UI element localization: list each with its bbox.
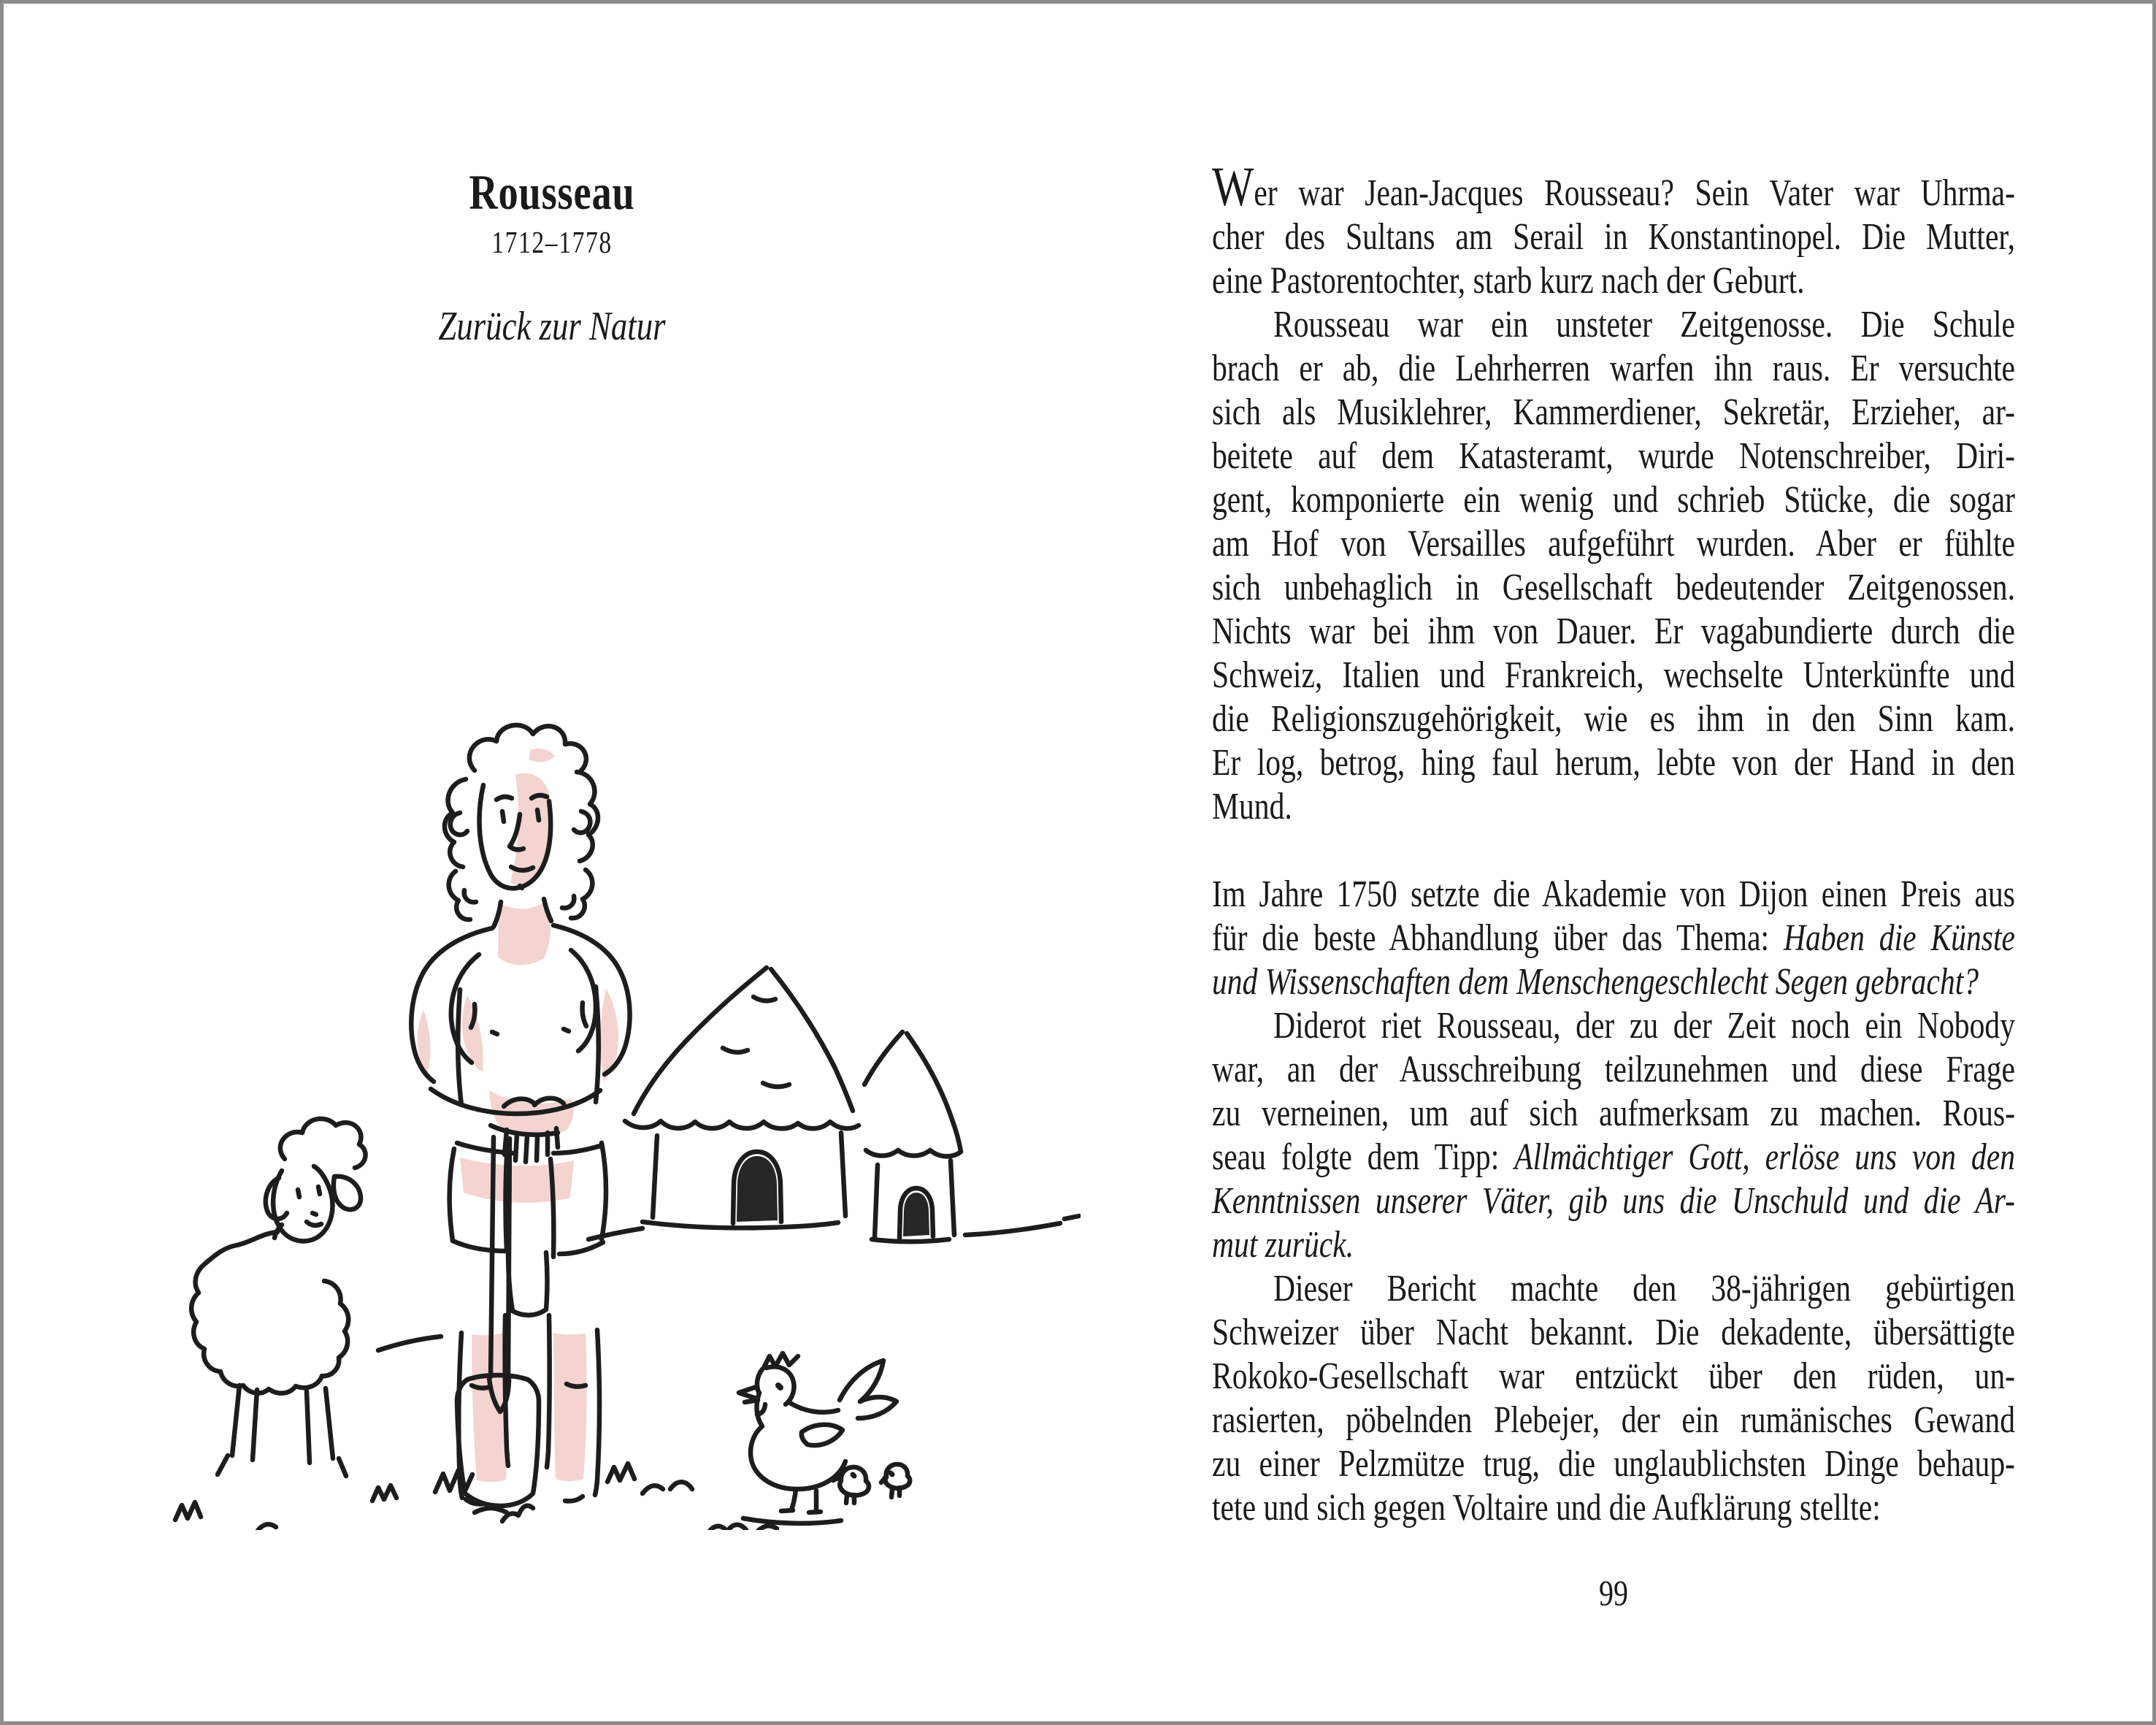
right-page — [1081, 4, 2152, 1721]
sheep-drawing — [191, 1119, 365, 1476]
text-line: gent, komponierte ein wenig und schrieb Stücke, die sogar — [1212, 479, 2015, 521]
text-line: tete und sich gegen Voltaire und die Aufklärung stellte: — [1212, 1487, 1881, 1529]
text-line: für die beste Abhandlung über das Thema: Haben die Künste — [1212, 917, 2015, 959]
text-line: zu verneinen, um auf sich aufmerksam zu machen. Rous- — [1212, 1093, 2015, 1134]
rousseau-illustration — [66, 683, 1081, 1530]
text-line: beitete auf dem Katasteramt, wurde Notenschreiber, Diri- — [1212, 435, 2015, 477]
page-number: 99 — [1599, 1572, 1628, 1613]
text-line: Rousseau war ein unsteter Zeitgenosse. Die Schule — [1273, 304, 2015, 345]
chapter-heading — [121, 166, 983, 350]
text-line: Wer war Jean-Jacques Rousseau? Sein Vater war Uhrma- — [1212, 156, 2015, 218]
text-line: sich als Musiklehrer, Kammerdiener, Sekretär, Erzieher, ar- — [1212, 391, 2015, 433]
text-line: seau folgte dem Tipp: Allmächtiger Gott, erlöse uns von den — [1212, 1136, 2015, 1178]
text-line: war, an der Ausschreibung teilzunehmen und diese Frage — [1212, 1049, 2015, 1090]
text-line: mut zurück. — [1212, 1224, 1354, 1266]
text-line: Er log, betrog, hing faul herum, lebte von der Hand in den — [1212, 742, 2015, 784]
text-line: Mund. — [1212, 786, 1292, 827]
text-line: Im Jahre 1750 setzte die Akademie von Dijon einen Preis aus — [1212, 873, 2015, 915]
life-dates: 1712–1778 — [491, 226, 613, 260]
text-line: die Religionszugehörigkeit, wie es ihm in den Sinn kam. — [1212, 698, 2015, 740]
grass-drawing — [175, 1464, 777, 1530]
text-line: am Hof von Versailles aufgeführt wurden. Aber er fühlte — [1212, 523, 2015, 565]
text-line: sich unbehaglich in Gesellschaft bedeutender Zeitgenossen. — [1212, 567, 2015, 608]
text-line: Diderot riet Rousseau, der zu der Zeit noch ein Nobody — [1273, 1005, 2015, 1047]
text-line: Dieser Bericht machte den 38-jährigen gebürtigen — [1273, 1268, 2015, 1309]
text-line: cher des Sultans am Serail in Konstantinopel. Die Mutter, — [1212, 216, 2015, 258]
text-line: Schweiz, Italien und Frankreich, wechselte Unterkünfte und — [1212, 654, 2015, 696]
text-line: Rokoko-Gesellschaft war entzückt über den rüden, un- — [1212, 1355, 2015, 1397]
left-page — [4, 4, 1081, 1721]
text-line: Kenntnissen unserer Väter, gib uns die Unschuld und die Ar- — [1212, 1180, 2015, 1222]
text-line: Nichts war bei ihm von Dauer. Er vagabundierte durch die — [1212, 611, 2015, 652]
chicks-drawing — [833, 1464, 910, 1503]
chapter-subtitle: Zurück zur Natur — [438, 304, 666, 349]
text-line: und Wissenschaften dem Menschengeschlecht Segen gebracht? — [1212, 961, 1979, 1003]
text-line: eine Pastorentochter, starb kurz nach der Geburt. — [1212, 260, 1805, 302]
body-text — [1212, 156, 2015, 1530]
text-line: brach er ab, die Lehrherren warfen ihn raus. Er versuchte — [1212, 348, 2015, 389]
text-line: Schweizer über Nacht bekannt. Die dekadente, übersättigte — [1212, 1312, 2015, 1353]
text-line: zu einer Pelzmütze trug, die unglaublichsten Dinge behaup- — [1212, 1443, 2015, 1485]
hen-drawing — [739, 1353, 897, 1523]
chapter-title: Rousseau — [469, 164, 635, 220]
huts-drawing — [378, 968, 1079, 1350]
text-line: rasierten, pöbelnden Plebejer, der ein rumänisches Gewand — [1212, 1399, 2015, 1441]
